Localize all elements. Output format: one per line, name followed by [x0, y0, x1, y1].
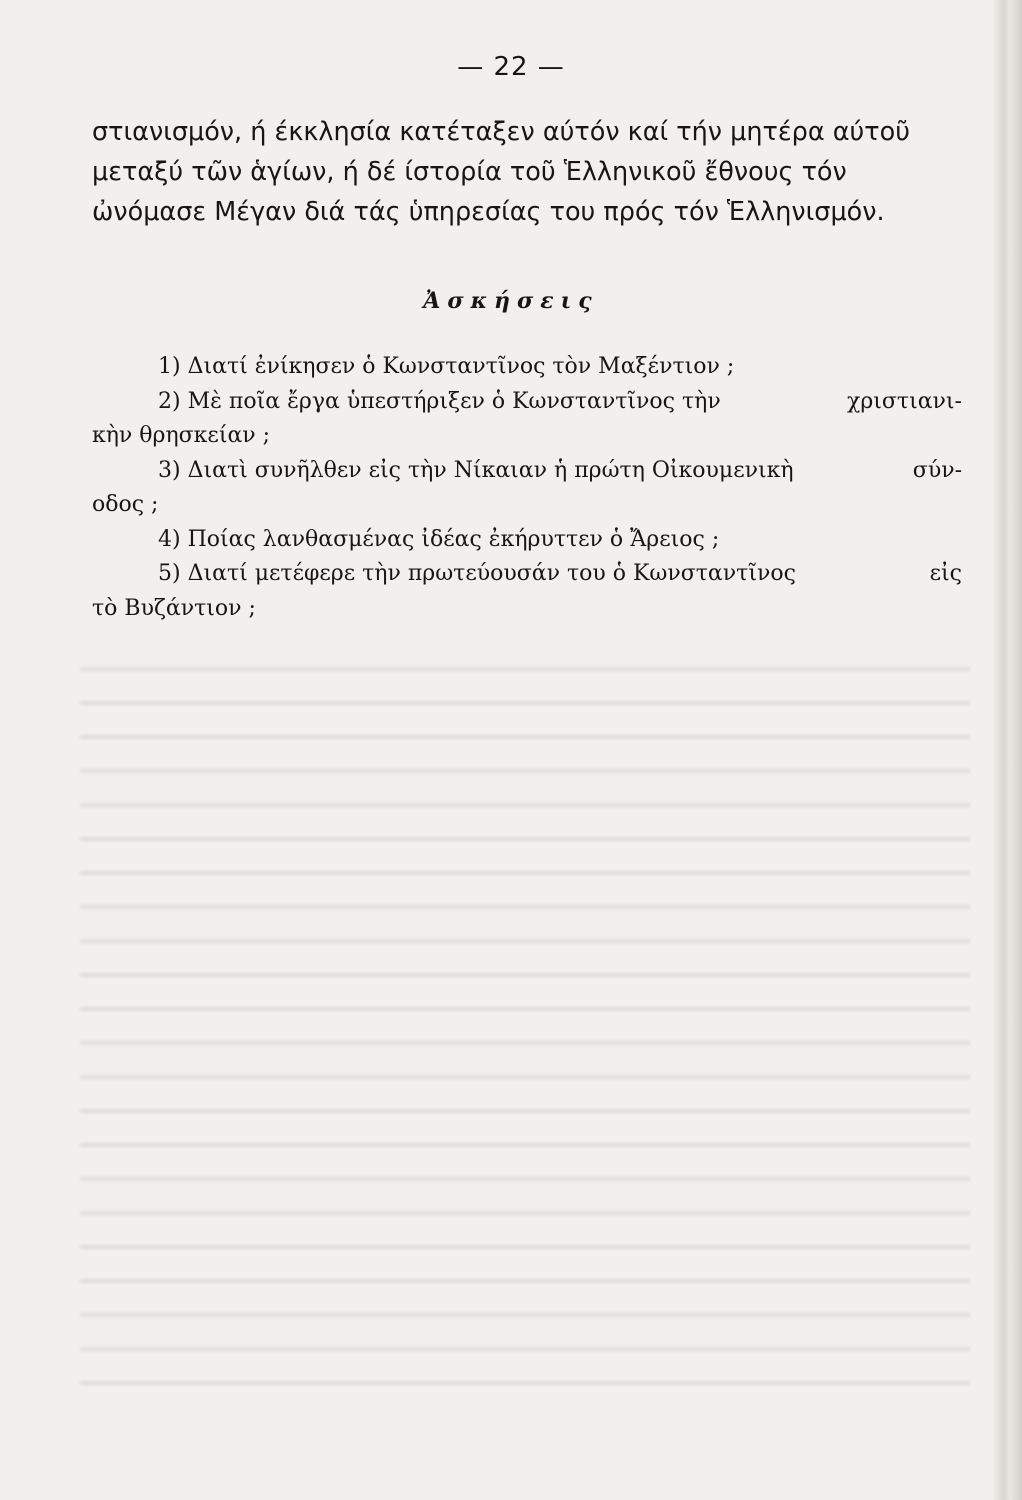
exercise-question-hyphenated: εἰς [929, 561, 962, 586]
exercise-item [92, 523, 972, 558]
section-heading: Ἀσκήσεις [423, 288, 599, 314]
exercise-question-line [92, 557, 962, 592]
intro-line: ὠνόμασε Μέγαν διά τάς ὑπηρεσίας του πρός τόν Ἑλληνισμόν. [92, 197, 885, 227]
bleed-through-text [80, 640, 970, 1400]
page-edge-shadow [992, 0, 1022, 1500]
exercise-question-hyphenated: χριστιανι- [847, 388, 962, 414]
exercise-item [92, 454, 972, 523]
exercise-question: 1) Διατί ἐνίκησεν ὁ Κωνσταντῖνος τὸν Μαξέντιον ; [158, 354, 735, 379]
exercise-question-continuation: τὸ Βυζάντιον ; [92, 595, 256, 621]
exercise-item [92, 385, 972, 454]
intro-paragraph [92, 112, 992, 232]
intro-line: μεταξύ τῶν ἁγίων, ή δέ ίστορία τοῦ Ἑλληνικοῦ ἔθνους τόν [92, 157, 847, 187]
exercise-question-line [92, 385, 962, 420]
exercise-question: 4) Ποίας λανθασμένας ἰδέας ἐκήρυττεν ὁ Ἄρειος ; [158, 526, 720, 552]
exercise-question-continuation: κὴν θρησκείαν ; [92, 423, 271, 448]
intro-line: στιανισμόν, ή έκκλησία κατέταξεν αύτόν καί τήν μητέρα αύτοῦ [92, 117, 911, 147]
exercise-question-part: 3) Διατὶ συνῆλθεν εἰς τὴν Νίκαιαν ἡ πρώτη Οἰκουμενικὴ [158, 457, 794, 483]
exercise-question-line [92, 454, 962, 489]
exercise-question-hyphenated: σύν- [912, 457, 962, 483]
exercise-list [92, 350, 972, 626]
exercise-item [92, 350, 972, 385]
page-number: — 22 — [457, 52, 565, 82]
exercise-question-part: 5) Διατί μετέφερε τὴν πρωτεύουσάν του ὁ Κωνσταντῖνος [158, 561, 796, 586]
exercise-question-part: 2) Μὲ ποῖα ἔργα ὑπεστήριξεν ὁ Κωνσταντῖνος τὴν [158, 388, 721, 414]
exercise-item [92, 557, 972, 626]
exercise-question-continuation: οδος ; [92, 492, 159, 517]
